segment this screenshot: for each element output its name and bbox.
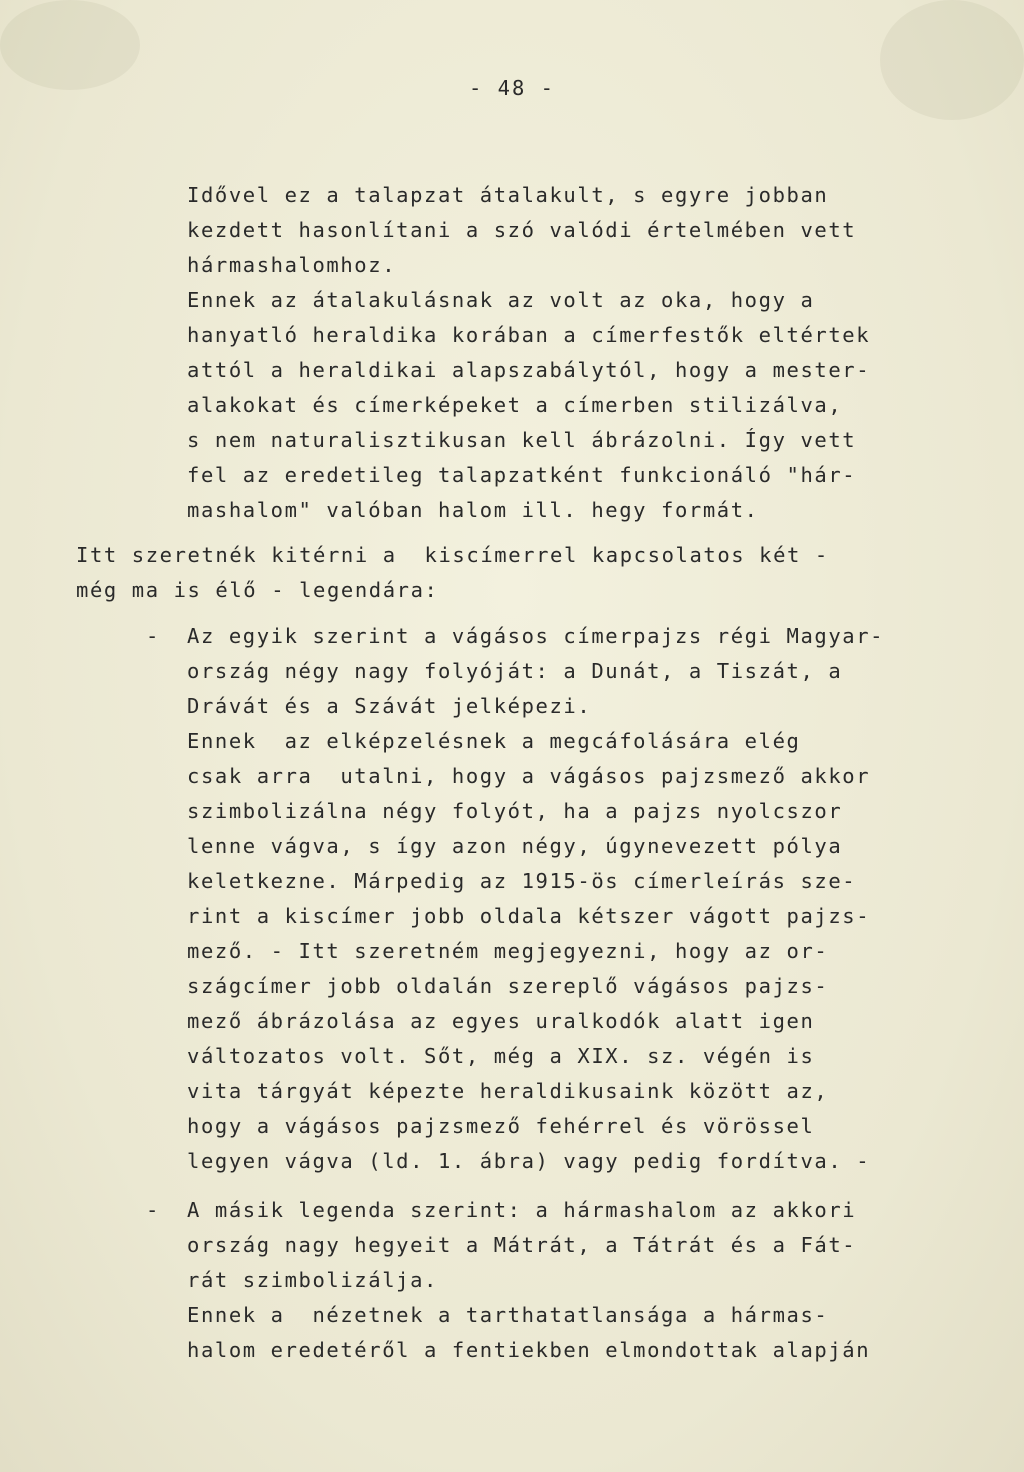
- text-line: rát szimbolizálja.: [187, 1268, 438, 1292]
- text-line: hanyatló heraldika korában a címerfestők eltértek: [187, 323, 871, 347]
- list-bullet: -: [146, 624, 159, 648]
- text-line: változatos volt. Sőt, még a XIX. sz. végén is: [187, 1044, 815, 1068]
- text-line: szágcímer jobb oldalán szereplő vágásos pajzs-: [187, 974, 829, 998]
- text-line: A másik legenda szerint: a hármashalom az akkori: [187, 1198, 857, 1222]
- text-line: ország négy nagy folyóját: a Dunát, a Tiszát, a: [187, 659, 843, 683]
- text-line: szimbolizálna négy folyót, ha a pajzs nyolcszor: [187, 799, 843, 823]
- list-bullet: -: [146, 1198, 159, 1222]
- text-line: mező ábrázolása az egyes uralkodók alatt igen: [187, 1009, 815, 1033]
- text-line: keletkezne. Márpedig az 1915-ös címerleírás sze-: [187, 869, 857, 893]
- text-line: halom eredetéről a fentiekben elmondottak alapján: [187, 1338, 871, 1362]
- text-line: Idővel ez a talapzat átalakult, s egyre jobban: [187, 183, 829, 207]
- text-line: Ennek a nézetnek a tarthatatlansága a hármas-: [187, 1303, 829, 1327]
- paper-stain: [880, 0, 1024, 120]
- page-number: - 48 -: [468, 76, 556, 100]
- text-line: legyen vágva (ld. 1. ábra) vagy pedig fordítva. -: [187, 1149, 871, 1173]
- text-line: Itt szeretnék kitérni a kiscímerrel kapcsolatos két -: [76, 543, 829, 567]
- text-line: hármashalomhoz.: [187, 253, 397, 277]
- text-line: alakokat és címerképeket a címerben stilizálva,: [187, 393, 843, 417]
- text-line: Drávát és a Szávát jelképezi.: [187, 694, 592, 718]
- text-line: mashalom" valóban halom ill. hegy formát.: [187, 498, 759, 522]
- text-line: mező. - Itt szeretném megjegyezni, hogy az or-: [187, 939, 829, 963]
- text-line: ország nagy hegyeit a Mátrát, a Tátrát és a Fát-: [187, 1233, 857, 1257]
- text-line: lenne vágva, s így azon négy, úgynevezett pólya: [187, 834, 843, 858]
- text-line: Ennek az elképzelésnek a megcáfolására elég: [187, 729, 801, 753]
- text-line: attól a heraldikai alapszabálytól, hogy a mester-: [187, 358, 871, 382]
- text-line: csak arra utalni, hogy a vágásos pajzsmező akkor: [187, 764, 871, 788]
- text-line: Az egyik szerint a vágásos címerpajzs régi Magyar-: [187, 624, 885, 648]
- text-line: rint a kiscímer jobb oldala kétszer vágott pajzs-: [187, 904, 871, 928]
- text-line: kezdett hasonlítani a szó valódi értelmében vett: [187, 218, 857, 242]
- text-line: vita tárgyát képezte heraldikusaink között az,: [187, 1079, 829, 1103]
- text-line: s nem naturalisztikusan kell ábrázolni. Így vett: [187, 428, 857, 452]
- text-line: Ennek az átalakulásnak az volt az oka, hogy a: [187, 288, 815, 312]
- text-line: hogy a vágásos pajzsmező fehérrel és vörössel: [187, 1114, 815, 1138]
- text-line: még ma is élő - legendára:: [76, 578, 439, 602]
- text-line: fel az eredetileg talapzatként funkcionáló "hár-: [187, 463, 857, 487]
